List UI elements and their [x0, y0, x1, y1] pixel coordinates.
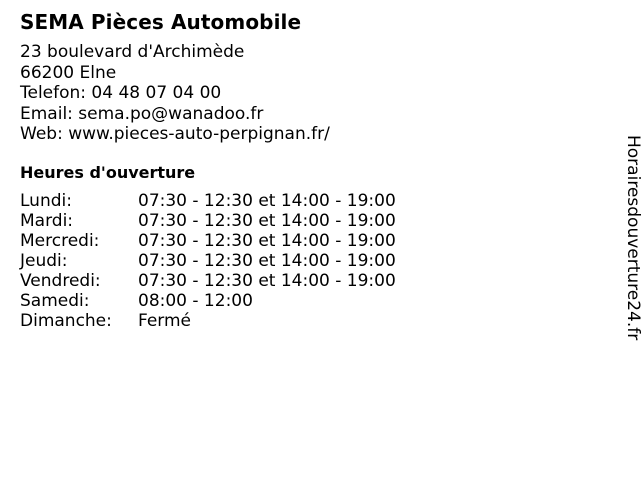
- day-hours: 07:30 - 12:30 et 14:00 - 19:00: [138, 230, 396, 251]
- hours-row-sunday: [20, 311, 590, 331]
- day-hours: 07:30 - 12:30 et 14:00 - 19:00: [138, 210, 396, 231]
- day-hours: 07:30 - 12:30 et 14:00 - 19:00: [138, 250, 396, 271]
- day-hours: 07:30 - 12:30 et 14:00 - 19:00: [138, 190, 396, 211]
- hours-heading: Heures d'ouverture: [20, 162, 196, 182]
- hours-row-friday: [20, 271, 590, 291]
- hours-table: [20, 191, 590, 331]
- day-label: Dimanche:: [20, 310, 112, 331]
- postal-city: 66200 Elne: [20, 62, 117, 83]
- day-label: Lundi:: [20, 190, 72, 211]
- day-hours: 08:00 - 12:00: [138, 290, 253, 311]
- business-card: [20, 10, 590, 331]
- hours-row-monday: [20, 191, 590, 211]
- business-name: SEMA Pièces Automobile: [20, 10, 302, 34]
- email: Email: sema.po@wanadoo.fr: [20, 103, 264, 124]
- hours-row-tuesday: [20, 211, 590, 231]
- day-label: Samedi:: [20, 290, 90, 311]
- day-hours: 07:30 - 12:30 et 14:00 - 19:00: [138, 270, 396, 291]
- day-label: Mercredi:: [20, 230, 100, 251]
- day-label: Vendredi:: [20, 270, 101, 291]
- website: Web: www.pieces-auto-perpignan.fr/: [20, 124, 330, 144]
- address-block: [20, 42, 590, 145]
- site-watermark: Horairesdouverture24.fr: [623, 135, 643, 341]
- hours-row-thursday: [20, 251, 590, 271]
- phone: Telefon: 04 48 07 04 00: [20, 83, 222, 103]
- street-address: 23 boulevard d'Archimède: [20, 42, 245, 62]
- day-hours: Fermé: [138, 310, 192, 331]
- day-label: Mardi:: [20, 210, 74, 231]
- hours-row-saturday: [20, 291, 590, 311]
- hours-row-wednesday: [20, 231, 590, 251]
- day-label: Jeudi:: [20, 250, 68, 271]
